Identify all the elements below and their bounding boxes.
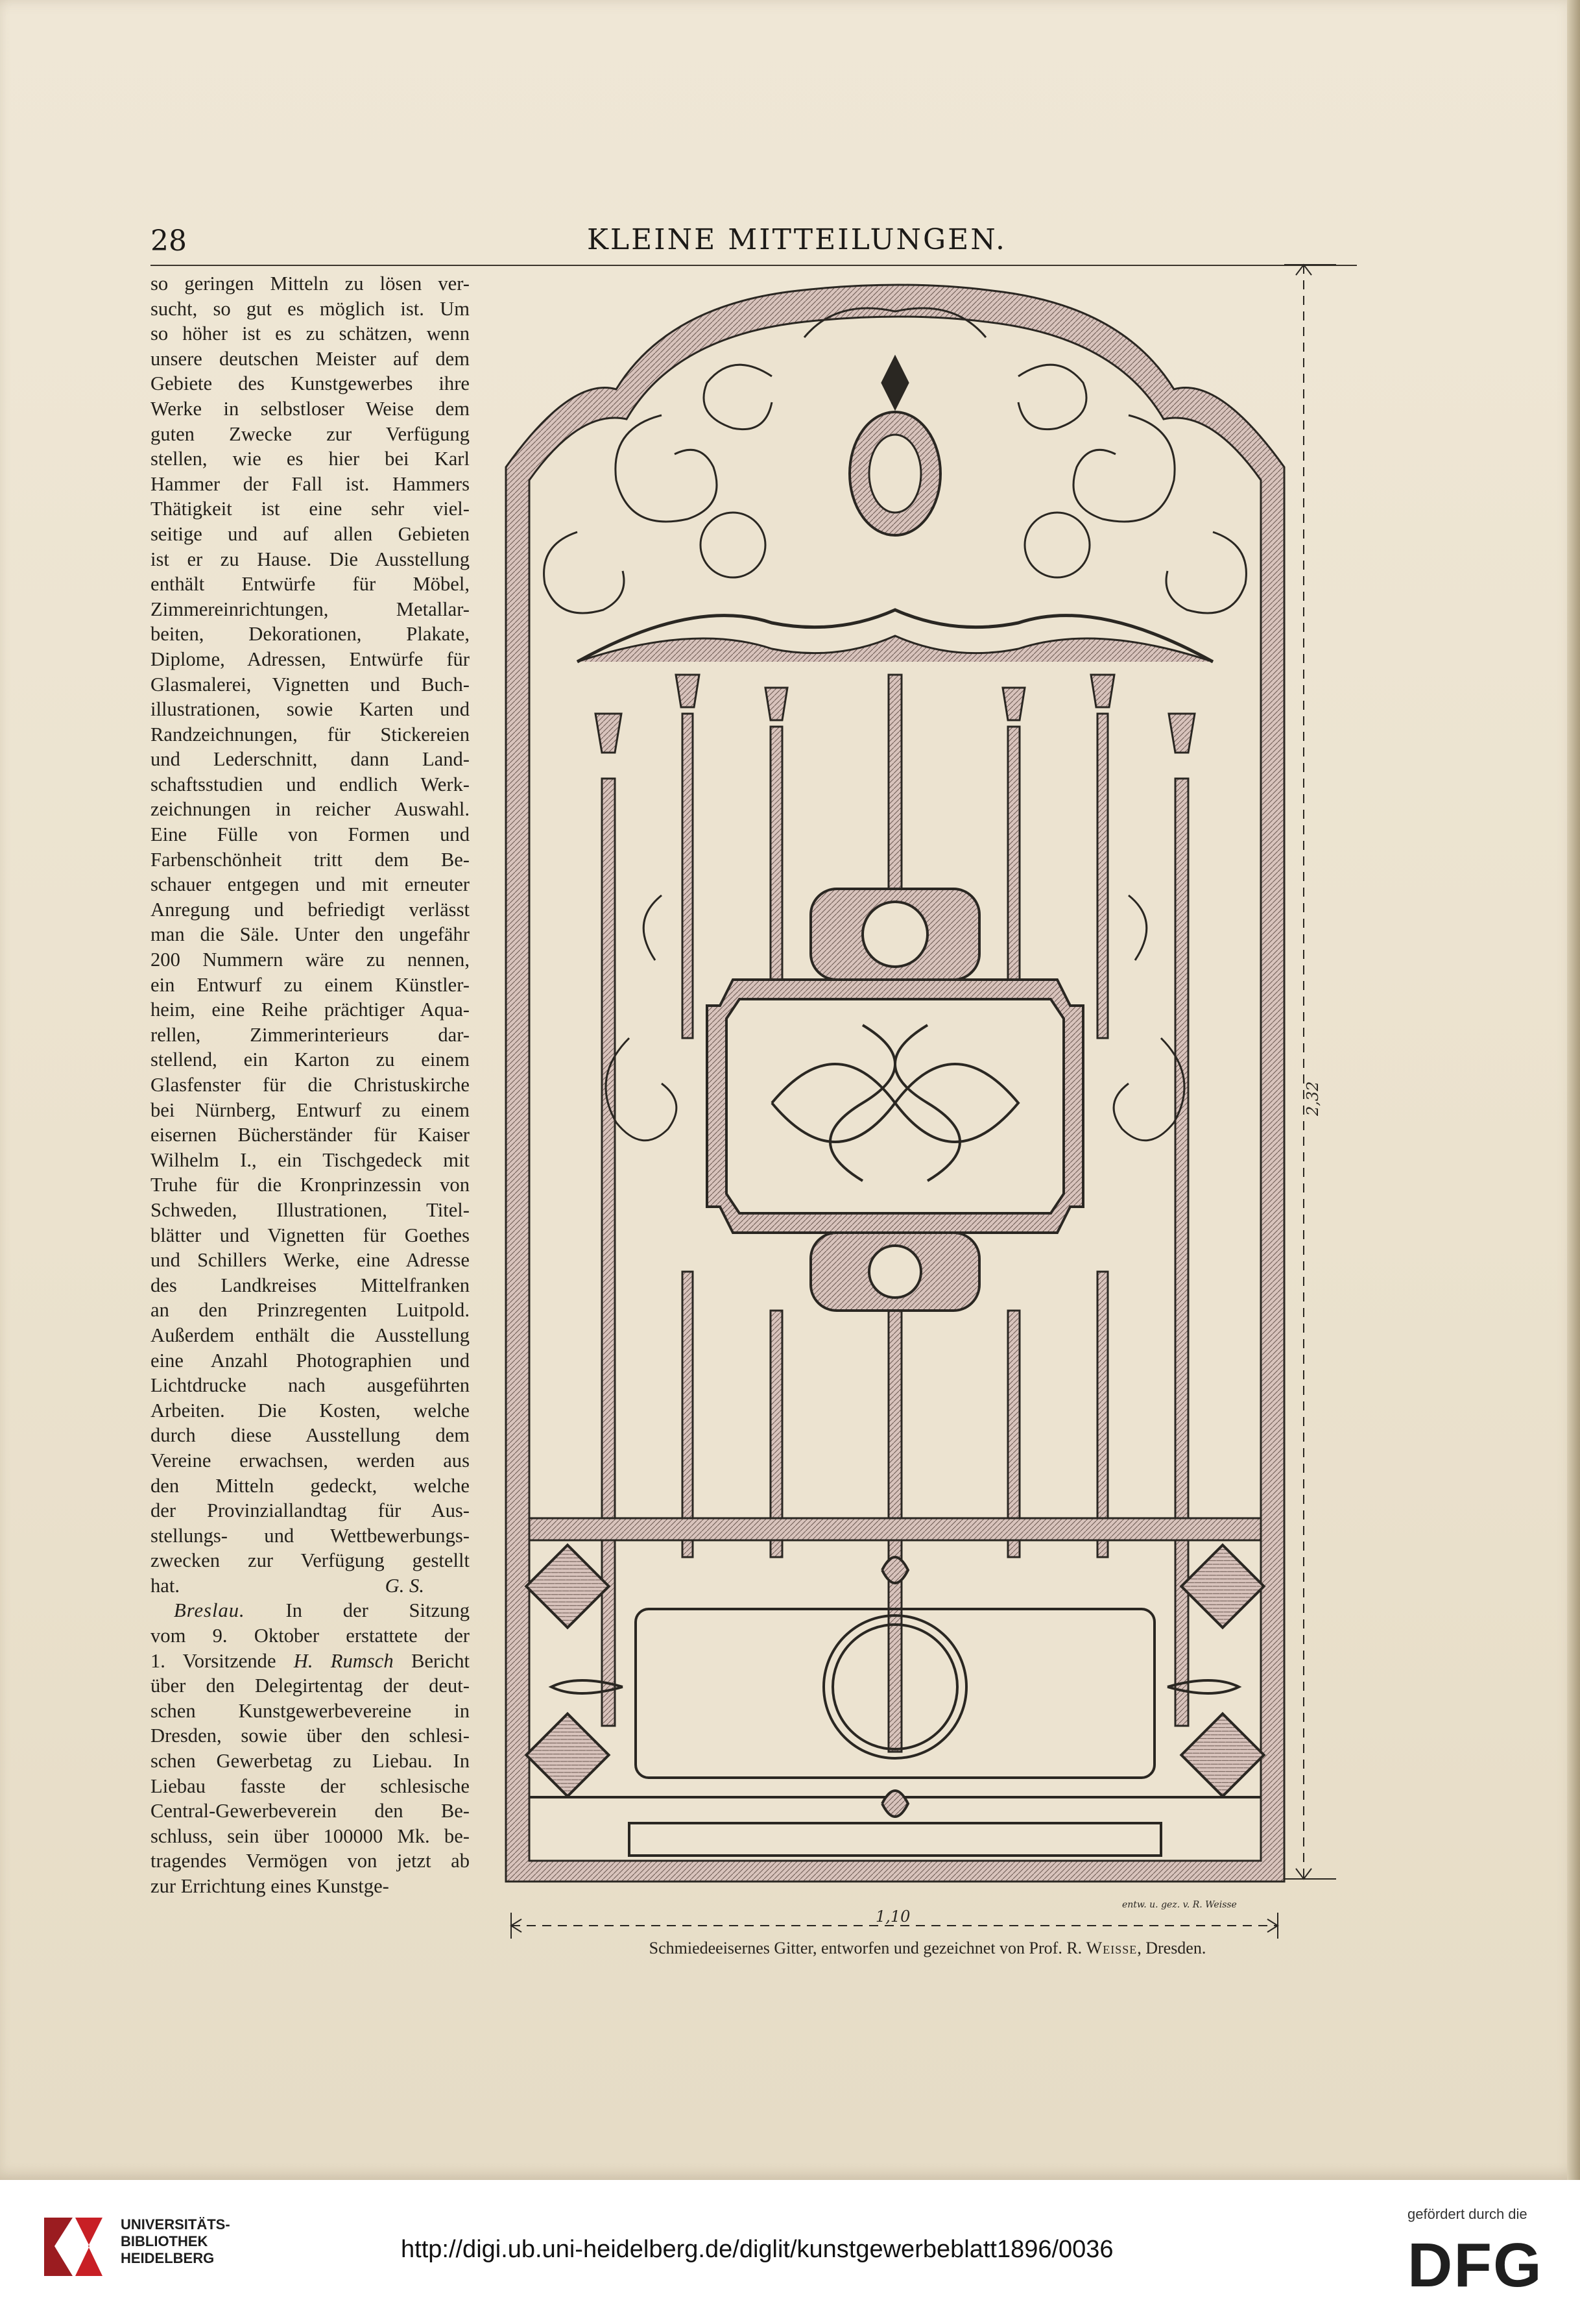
text-line: Dresden, sowie über den schlesi-	[150, 1725, 470, 1747]
university-library-logo-icon	[38, 2211, 109, 2282]
text-line: Anregung und befriedigt verlässt	[150, 898, 470, 921]
text-line: man die Säle. Unter den ungefähr	[150, 923, 470, 946]
text-line: schen Kunstgewerbevereine in	[150, 1699, 470, 1722]
wrought-iron-gate-illustration	[499, 260, 1356, 1972]
paragraph-end-line	[150, 1573, 470, 1599]
text-line: Glasfenster für die Christuskirche	[150, 1074, 470, 1096]
text-line: stellen, wie es hier bei Karl	[150, 448, 470, 470]
article-column	[150, 271, 470, 1899]
text-line: guten Zwecke zur Verfügung	[150, 422, 470, 445]
text-line: Liebau fasste der schlesische	[150, 1774, 470, 1797]
text-line: unsere deutschen Meister auf dem	[150, 347, 470, 370]
text-line: beiten, Dekorationen, Plakate,	[150, 623, 470, 646]
text-line: zur Errichtung eines Kunstge-	[150, 1875, 389, 1897]
permalink-url[interactable]: http://digi.ub.uni-heidelberg.de/diglit/kunstgewerbeblatt1896/0036	[401, 2236, 1114, 2263]
text-line: illustrationen, sowie Karten und	[150, 698, 470, 721]
text-line: an den Prinzregenten Luitpold.	[150, 1299, 470, 1322]
library-name	[121, 2216, 230, 2267]
text-line: Eine Fülle von Formen und	[150, 823, 470, 846]
text-line: schluss, sein über 100000 Mk. be-	[150, 1824, 470, 1847]
page-number: 28	[150, 224, 187, 258]
breslau-first-line-text: In der Sitzung	[285, 1599, 470, 1622]
running-head: KLEINE MITTEILUNGEN.	[587, 223, 1007, 256]
caption-place: , Dresden.	[1137, 1939, 1206, 1957]
text-line: stellend, ein Karton zu einem	[150, 1048, 470, 1071]
text-line: Gebiete des Kunstgewerbes ihre	[150, 372, 470, 395]
paragraph-breslau-rest	[150, 1673, 470, 1898]
text-line: Truhe für die Kronprinzessin von	[150, 1174, 470, 1196]
text-line: Lichtdrucke nach ausgeführten	[150, 1374, 470, 1397]
text-line: Außerdem enthält die Ausstellung	[150, 1324, 470, 1346]
text-line: Schweden, Illustrationen, Titel-	[150, 1198, 470, 1221]
text-line: durch diese Ausstellung dem	[150, 1424, 470, 1447]
author-signature: G. S.	[385, 1574, 424, 1597]
text-line: den Mitteln gedeckt, welche	[150, 1474, 470, 1497]
text-line: sucht, so gut es möglich ist. Um	[150, 297, 470, 320]
library-line-1: UNIVERSITÄTS-	[121, 2216, 230, 2233]
text-line: ist er zu Hause. Die Ausstellung	[150, 548, 470, 570]
text-line: blätter und Vignetten für Goethes	[150, 1224, 470, 1246]
report-word: Bericht	[411, 1649, 470, 1672]
width-label: 1,10	[876, 1907, 911, 1926]
text-line: bei Nürnberg, Entwurf zu einem	[150, 1098, 470, 1121]
text-line: Wilhelm I., ein Tischgedeck mit	[150, 1148, 470, 1171]
middle-rail	[529, 1518, 1261, 1540]
text-line: der Provinziallandtag für Aus-	[150, 1499, 470, 1522]
text-line: schen Gewerbetag zu Liebau. In	[150, 1750, 470, 1773]
dfg-logo: DFG	[1407, 2231, 1543, 2300]
text-line: heim, eine Reihe prächtiger Aqua-	[150, 999, 470, 1021]
text-line: und Schillers Werke, eine Adresse	[150, 1249, 470, 1272]
last-line-text: hat.	[150, 1574, 180, 1597]
text-line: so geringen Mitteln zu lösen ver-	[150, 272, 470, 295]
height-label: 2,32	[1304, 1081, 1322, 1116]
figure-caption	[564, 1939, 1291, 1958]
text-line: 200 Nummern wäre zu nennen,	[150, 949, 470, 971]
text-line: stellungs- und Wettbewerbungs-	[150, 1524, 470, 1547]
breslau-heading: Breslau.	[174, 1599, 245, 1622]
chairman-name: H. Rumsch	[293, 1649, 394, 1672]
text-line: enthält Entwürfe für Möbel,	[150, 573, 470, 596]
text-line: Arbeiten. Die Kosten, welche	[150, 1399, 470, 1422]
page-edge-shadow	[1567, 0, 1580, 2180]
chairman-label: 1. Vorsitzende	[150, 1649, 276, 1672]
text-line: tragendes Vermögen von jetzt ab	[150, 1850, 470, 1872]
text-line: Central-Gewerbeverein den Be-	[150, 1800, 470, 1822]
text-line: Randzeichnungen, für Stickereien	[150, 723, 470, 745]
digitization-footer	[0, 2180, 1580, 2324]
caption-artist-name: Weisse	[1086, 1939, 1138, 1957]
text-line: des Landkreises Mittelfranken	[150, 1274, 470, 1296]
text-line: Glasmalerei, Vignetten und Buch-	[150, 673, 470, 696]
caption-text: Schmiedeeisernes Gitter, entworfen und gezeichnet von Prof. R.	[649, 1939, 1083, 1957]
text-line: eine Anzahl Photographien und	[150, 1349, 470, 1372]
library-line-2: BIBLIOTHEK	[121, 2233, 208, 2249]
text-line: Diplome, Adressen, Entwürfe für	[150, 648, 470, 670]
text-line: Vereine erwachsen, werden aus	[150, 1449, 470, 1471]
text-line: seitige und auf allen Gebieten	[150, 522, 470, 545]
breslau-line-2: vom 9. Oktober erstattete der	[150, 1625, 470, 1647]
text-line: so höher ist es zu schätzen, wenn	[150, 322, 470, 345]
funding-label: gefördert durch die	[1407, 2206, 1527, 2222]
text-line: schaftsstudien und endlich Werk-	[150, 773, 470, 795]
text-line: ein Entwurf zu einem Künstler-	[150, 973, 470, 996]
text-line: zeichnungen in reicher Auswahl.	[150, 798, 470, 821]
text-line: über den Delegirtentag der deut-	[150, 1675, 470, 1697]
text-line: schauer entgegen und mit erneuter	[150, 873, 470, 896]
text-line: Farbenschönheit tritt dem Be-	[150, 848, 470, 871]
text-line: und Lederschnitt, dann Land-	[150, 748, 470, 771]
text-line: Zimmereinrichtungen, Metallar-	[150, 598, 470, 620]
breslau-first-line	[150, 1598, 470, 1623]
text-line: zwecken zur Verfügung gestellt	[150, 1549, 470, 1572]
text-line: Werke in selbstloser Weise dem	[150, 397, 470, 420]
library-line-3: HEIDELBERG	[121, 2250, 215, 2266]
paragraph-hammer-exhibition	[150, 271, 470, 1573]
artist-signature: entw. u. gez. v. R. Weisse	[1122, 1900, 1237, 1910]
text-line: Thätigkeit ist eine sehr viel-	[150, 498, 470, 520]
text-line: rellen, Zimmerinterieurs dar-	[150, 1023, 470, 1046]
breslau-line-3	[150, 1649, 470, 1674]
height-dimension-line	[1284, 265, 1336, 1879]
text-line: eisernen Bücherständer für Kaiser	[150, 1124, 470, 1146]
text-line: Hammer der Fall ist. Hammers	[150, 472, 470, 495]
